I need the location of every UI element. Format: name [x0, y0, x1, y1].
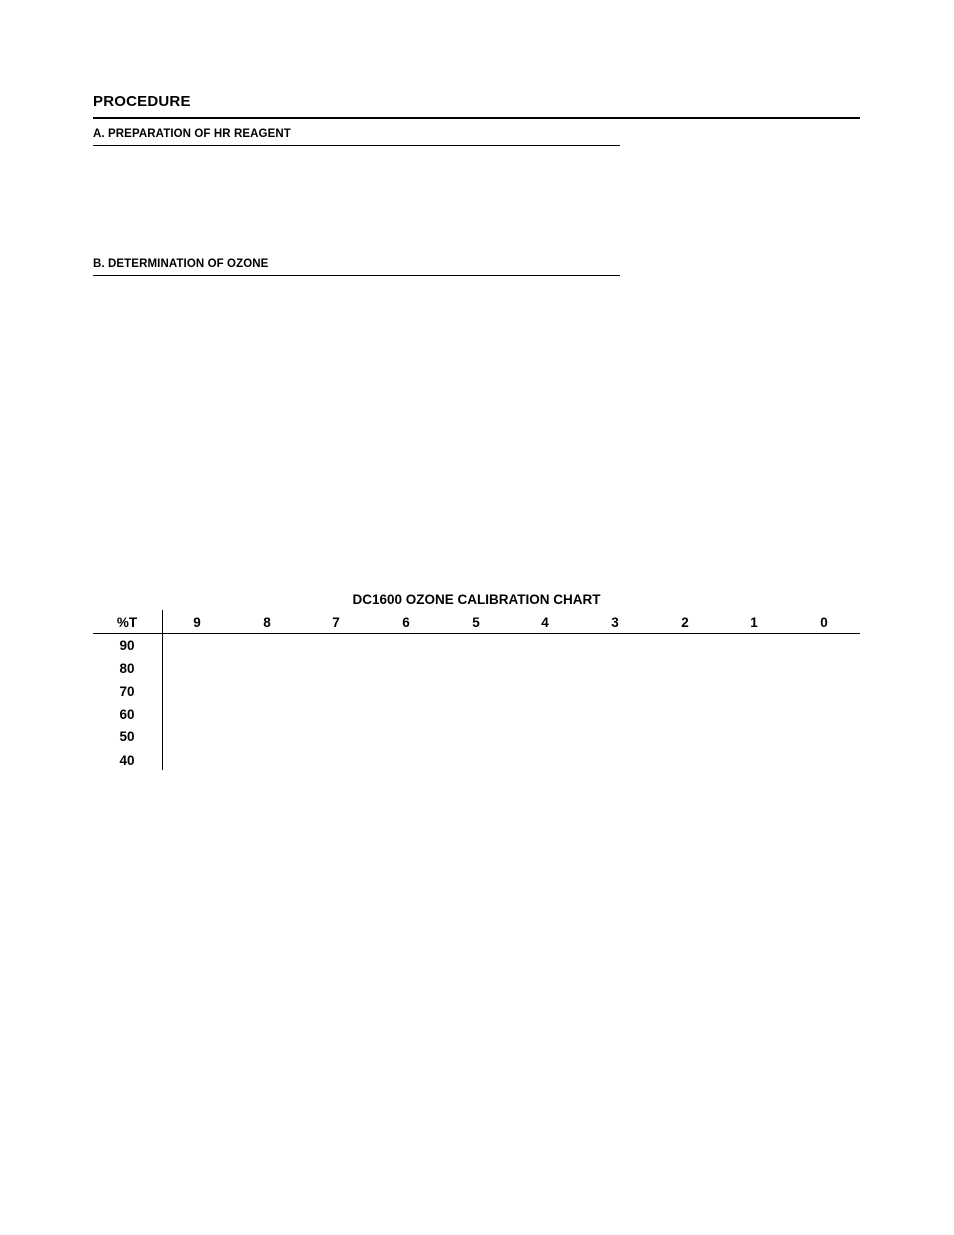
chart-vertical-rule [162, 610, 163, 770]
column-header: 6 [402, 615, 410, 630]
row-header: 40 [119, 753, 135, 768]
row-header: 70 [119, 684, 135, 699]
column-header: 4 [541, 615, 549, 630]
column-header: 2 [681, 615, 689, 630]
column-header: 1 [750, 615, 758, 630]
column-header: 7 [332, 615, 340, 630]
row-header: 80 [119, 661, 135, 676]
procedure-rule [93, 117, 860, 119]
row-header: 50 [119, 729, 135, 744]
column-header: 3 [611, 615, 619, 630]
chart-horizontal-rule [93, 633, 860, 634]
row-header: 90 [119, 638, 135, 653]
row-header-label: %T [116, 615, 138, 630]
section-b-rule [93, 275, 620, 276]
row-header: 60 [119, 707, 135, 722]
column-header: 0 [820, 615, 828, 630]
column-header: 8 [263, 615, 271, 630]
column-header: 5 [472, 615, 480, 630]
chart-title: DC1600 OZONE CALIBRATION CHART [352, 592, 601, 607]
section-a-heading: A. PREPARATION OF HR REAGENT [93, 128, 291, 140]
procedure-title: PROCEDURE [93, 93, 191, 110]
column-header: 9 [193, 615, 201, 630]
section-a-rule [93, 145, 620, 146]
section-b-heading: B. DETERMINATION OF OZONE [93, 258, 269, 270]
